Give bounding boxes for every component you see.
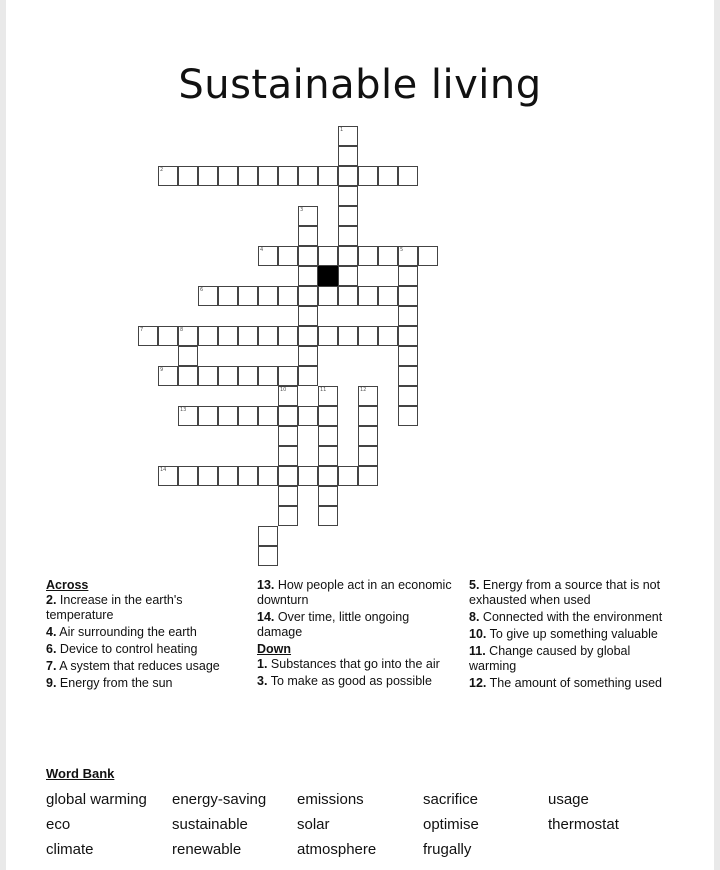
crossword-cell[interactable] [398, 266, 418, 286]
crossword-cell[interactable] [238, 466, 258, 486]
clue-number: 9 [160, 367, 164, 373]
crossword-cell[interactable] [258, 366, 278, 386]
across-clue: 13. How people act in an economic downturn [257, 578, 452, 607]
crossword-cell[interactable] [258, 466, 278, 486]
crossword-cell[interactable] [318, 406, 338, 426]
clue-number: 14 [160, 467, 167, 473]
crossword-cell[interactable] [418, 246, 438, 266]
word-bank-item: sacrifice [423, 791, 479, 808]
crossword-cell[interactable] [238, 406, 258, 426]
down-clue: 3. To make as good as possible [257, 674, 432, 688]
crossword-cell[interactable] [278, 506, 298, 526]
crossword-cell[interactable] [278, 466, 298, 486]
crossword-cell[interactable] [358, 446, 378, 466]
clues-column-1 [46, 578, 246, 693]
crossword-cell[interactable] [338, 246, 358, 266]
clue-number: 1 [340, 127, 344, 133]
crossword-cell[interactable] [318, 466, 338, 486]
crossword-cell[interactable] [378, 326, 398, 346]
crossword-cell[interactable] [238, 326, 258, 346]
word-bank-item: optimise [423, 816, 479, 833]
clue-number: 3 [300, 207, 304, 213]
crossword-cell[interactable] [338, 466, 358, 486]
clue-number: 6 [200, 287, 204, 293]
crossword-cell[interactable] [338, 286, 358, 306]
crossword-cell[interactable] [398, 286, 418, 306]
across-clue: 7. A system that reduces usage [46, 659, 220, 673]
crossword-cell[interactable] [318, 246, 338, 266]
crossword-cell[interactable] [198, 166, 218, 186]
crossword-cell[interactable] [338, 226, 358, 246]
crossword-cell[interactable] [338, 266, 358, 286]
down-clue: 11. Change caused by global warming [469, 644, 631, 673]
crossword-cell[interactable] [358, 326, 378, 346]
down-clue: 10. To give up something valuable [469, 627, 658, 641]
crossword-cell[interactable] [198, 366, 218, 386]
crossword-cell[interactable] [318, 446, 338, 466]
crossword-cell[interactable] [398, 346, 418, 366]
across-clue: 4. Air surrounding the earth [46, 625, 197, 639]
crossword-cell[interactable] [338, 146, 358, 166]
crossword-cell[interactable] [358, 406, 378, 426]
word-bank-item: eco [46, 816, 71, 833]
crossword-cell[interactable] [298, 366, 318, 386]
crossword-cell[interactable] [238, 286, 258, 306]
crossword-cell[interactable] [298, 226, 318, 246]
crossword-cell[interactable] [258, 326, 278, 346]
crossword-cell[interactable] [278, 246, 298, 266]
across-clue: 9. Energy from the sun [46, 676, 173, 690]
down-heading: Down [257, 642, 292, 656]
crossword-cell[interactable] [318, 326, 338, 346]
crossword-cell[interactable] [298, 246, 318, 266]
crossword-cell[interactable] [218, 406, 238, 426]
crossword-cell[interactable] [318, 166, 338, 186]
crossword-cell[interactable] [298, 266, 318, 286]
crossword-cell[interactable] [258, 406, 278, 426]
crossword-cell[interactable] [298, 306, 318, 326]
crossword-cell[interactable] [378, 246, 398, 266]
across-heading: Across [46, 578, 89, 592]
crossword-cell[interactable] [178, 346, 198, 366]
clue-number: 8 [180, 327, 184, 333]
word-bank-item: emissions [297, 791, 364, 808]
word-bank-item: usage [548, 791, 589, 808]
crossword-cell[interactable] [298, 466, 318, 486]
crossword-cell[interactable] [398, 386, 418, 406]
crossword-cell[interactable] [198, 326, 218, 346]
crossword-cell[interactable] [218, 366, 238, 386]
crossword-cell[interactable] [258, 546, 278, 566]
crossword-cell[interactable] [218, 326, 238, 346]
crossword-cell[interactable] [278, 486, 298, 506]
crossword-cell[interactable] [378, 166, 398, 186]
clue-number: 12 [360, 387, 367, 393]
clue-number: 5 [400, 247, 404, 253]
crossword-cell[interactable] [218, 286, 238, 306]
crossword-cell[interactable] [218, 466, 238, 486]
crossword-cell[interactable] [298, 406, 318, 426]
clue-number: 7 [140, 327, 144, 333]
crossword-cell[interactable] [158, 326, 178, 346]
crossword-cell[interactable] [398, 326, 418, 346]
clues-column-2 [257, 578, 457, 691]
crossword-cell[interactable] [198, 466, 218, 486]
crossword-cell[interactable] [398, 406, 418, 426]
crossword-cell[interactable] [358, 426, 378, 446]
word-bank-item: solar [297, 816, 330, 833]
crossword-cell[interactable] [358, 166, 378, 186]
crossword-cell[interactable] [338, 186, 358, 206]
crossword-cell[interactable] [238, 366, 258, 386]
crossword-cell[interactable] [258, 526, 278, 546]
clue-number: 4 [260, 247, 264, 253]
crossword-cell[interactable] [318, 286, 338, 306]
across-clue: 6. Device to control heating [46, 642, 198, 656]
word-bank-item: global warming [46, 791, 147, 808]
clues-column-3 [469, 578, 679, 693]
crossword-cell[interactable] [278, 426, 298, 446]
crossword-cell[interactable] [278, 406, 298, 426]
word-bank-item: thermostat [548, 816, 619, 833]
crossword-cell[interactable] [358, 466, 378, 486]
word-bank-heading: Word Bank [46, 766, 115, 781]
crossword-cell[interactable] [338, 206, 358, 226]
crossword-cell[interactable] [318, 486, 338, 506]
crossword-cell[interactable] [198, 406, 218, 426]
crossword-cell[interactable] [358, 286, 378, 306]
crossword-cell[interactable] [398, 306, 418, 326]
down-clue: 12. The amount of something used [469, 676, 662, 690]
crossword-cell[interactable] [278, 286, 298, 306]
across-clue: 14. Over time, little ongoing damage [257, 610, 410, 639]
clue-number: 13 [180, 407, 187, 413]
crossword-cell[interactable] [178, 366, 198, 386]
crossword-cell[interactable] [318, 426, 338, 446]
crossword-cell[interactable] [278, 166, 298, 186]
down-clue: 1. Substances that go into the air [257, 657, 440, 671]
crossword-cell[interactable] [398, 166, 418, 186]
crossword-cell[interactable] [258, 286, 278, 306]
crossword-cell[interactable] [398, 366, 418, 386]
crossword-cell[interactable] [358, 246, 378, 266]
word-bank-item: frugally [423, 841, 472, 858]
crossword-cell[interactable] [278, 446, 298, 466]
down-clue: 5. Energy from a source that is not exhausted when used [469, 578, 661, 607]
word-bank-item: atmosphere [297, 841, 377, 858]
clue-number: 11 [320, 387, 327, 393]
clue-number: 2 [160, 167, 164, 173]
crossword-cell[interactable] [318, 506, 338, 526]
crossword-cell[interactable] [258, 166, 278, 186]
word-bank-item: climate [46, 841, 94, 858]
page-title: Sustainable living [178, 62, 542, 108]
crossword-cell[interactable] [298, 326, 318, 346]
crossword-cell[interactable] [298, 346, 318, 366]
crossword-cell[interactable] [218, 166, 238, 186]
crossword-cell[interactable] [278, 326, 298, 346]
word-bank-item: sustainable [172, 816, 248, 833]
clue-number: 10 [280, 387, 287, 393]
crossword-cell[interactable] [178, 466, 198, 486]
crossword-cell[interactable] [178, 166, 198, 186]
word-bank-item: energy-saving [172, 791, 267, 808]
crossword-cell[interactable] [298, 166, 318, 186]
crossword-cell[interactable] [298, 286, 318, 306]
black-square [318, 266, 338, 286]
down-clue: 8. Connected with the environment [469, 610, 663, 624]
crossword-cell[interactable] [238, 166, 258, 186]
crossword-cell[interactable] [338, 166, 358, 186]
across-clue: 2. Increase in the earth's temperature [46, 593, 183, 622]
crossword-cell[interactable] [338, 326, 358, 346]
crossword-cell[interactable] [278, 366, 298, 386]
crossword-cell[interactable] [378, 286, 398, 306]
word-bank-item: renewable [172, 841, 242, 858]
